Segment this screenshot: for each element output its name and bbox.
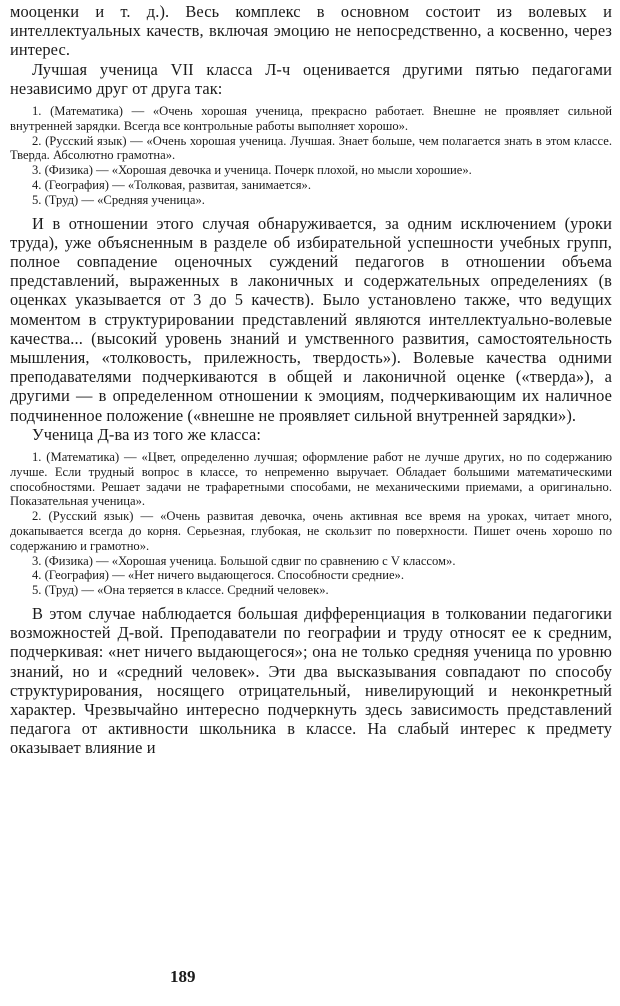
quote-item: 4. (География) — «Нет ничего выдающегося. Способности средние». (32, 568, 405, 583)
paragraph-1: мооценки и т. д.). Весь комплекс в основном состоит из волевых и интеллектуальных качеств, включая эмоцию не непосредственно, а косвенно, через интерес. (10, 2, 612, 60)
quote-item: 1. (Математика) — «Очень хорошая ученица, прекрасно работает. Внешне не проявляет сильной внутренней зарядки. Всегда все контрольные работы выполняет хорошо». (10, 104, 612, 133)
paragraph-4: Ученица Д-ва из того же класса: (32, 424, 262, 444)
quote-item: 2. (Русский язык) — «Очень хорошая ученица. Лучшая. Знает больше, чем полагается знать в этом классе. Тверда. Абсолютно грамотна». (10, 133, 612, 163)
teacher-quotes-first (10, 104, 612, 208)
paragraph-3: И в отношении этого случая обнаруживается, за одним исключением (уроки труда), уже объясненным в разделе об избирательной успешности учебных групп, полное совпадение оценочных суждений педагогов в отношении объема представлений, выраженных в лаконичных и содержательных определениях (в оценках указывается от 3 до 5 качеств). Было установлено также, что ведущих моментом в структурировании представлений являются интеллектуально-волевые качества... (высокий уровень знаний и умственного развития, самостоятельность мышления, «толковость, прилежность, твердость»). Волевые качества одними преподавателями подчеркиваются в общей и лаконичной оценке («тверда»), а другими — в определенном отношении к эмоциям, подчеркивающим их наличное подчиненное положение («внешне не проявляет сильной внутренней зарядки»). (10, 213, 612, 425)
paragraph-5: В этом случае наблюдается большая дифференциация в толковании педагогики возможностей Д-вой. Преподаватели по географии и труду относят ее к средним, подчеркивая: «нет ничего выдающегося»; она не только средняя ученица по уровню знаний, но и «средний человек». Эти два высказывания совпадают по способу структурирования, носящего отрицательный, нивелирующий и неконкретный характер. Чрезвычайно интересно подчеркнуть здесь зависимость представлений педагога от активности школьника в классе. На слабый интерес к предмету оказывает влияние и (10, 604, 612, 758)
quote-item: 4. (География) — «Толковая, развитая, занимается». (32, 178, 311, 192)
page-number: 189 (170, 967, 196, 986)
quote-item: 3. (Физика) — «Хорошая девочка и ученица. Почерк плохой, но мысли хорошие». (32, 163, 472, 178)
teacher-quotes-second (10, 450, 612, 598)
quote-item: 1. (Математика) — «Цвет, определенно лучшая; оформление работ не лучше других, но по содержанию лучше. Если трудный вопрос в классе, то непременно выручает. Обладает большими математическими способностями. Решает задачи не трафаретными способами, не механическими приемами, а оригинально. Показательная ученица». (10, 450, 612, 509)
quote-item: 5. (Труд) — «Средняя ученица». (32, 192, 205, 207)
quote-item: 5. (Труд) — «Она теряется в классе. Средний человек». (32, 583, 329, 598)
paragraph-2: Лучшая ученица VII класса Л-ч оценивается другими пятью педагогами независимо друг от друга так: (10, 59, 612, 98)
quote-item: 3. (Физика) — «Хорошая ученица. Большой сдвиг по сравнению с V классом». (32, 553, 456, 568)
quote-item: 2. (Русский язык) — «Очень развитая девочка, очень активная все время на уроках, читает много, докапывается всегда до корня. Серьезная, глубокая, не скользит по поверхности. Пишет очень хорошо по содержанию и грамотно». (10, 509, 612, 553)
